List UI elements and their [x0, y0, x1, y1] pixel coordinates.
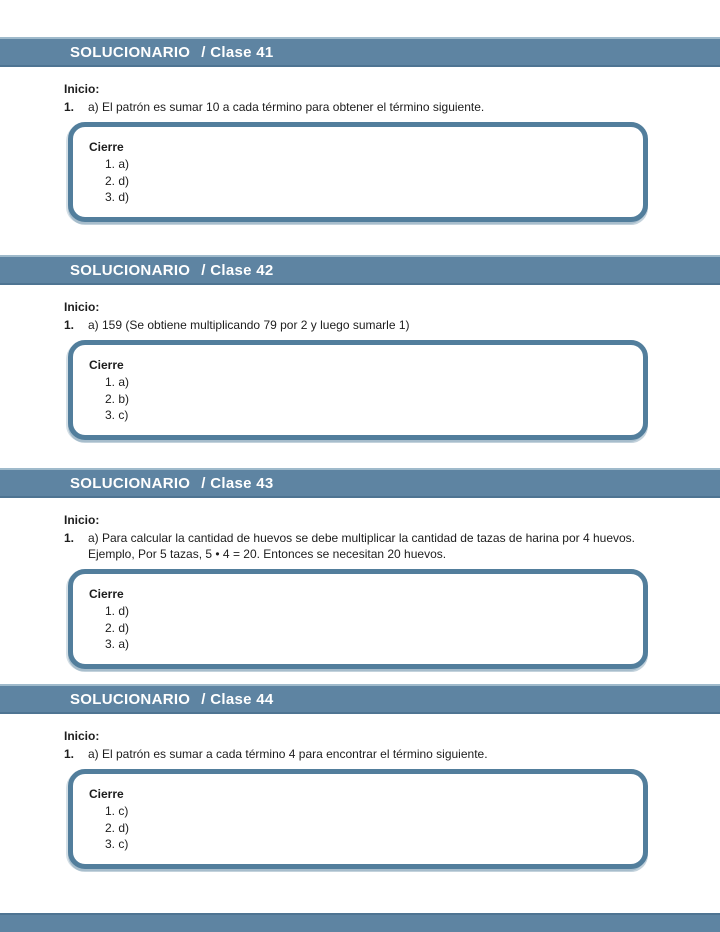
section-header-bar — [0, 468, 720, 498]
cierre-box — [68, 122, 648, 222]
item-text — [88, 746, 488, 762]
cierre-answer: 3. c) — [105, 837, 129, 851]
item-number: 1. — [64, 100, 75, 114]
item-text-line: a) El patrón es sumar 10 a cada término para obtener el término siguiente. — [88, 100, 485, 114]
solution-item — [64, 530, 720, 562]
cierre-answer: 2. d) — [105, 820, 130, 835]
cierre-answer: 3. c) — [105, 408, 129, 422]
item-text-line: a) Para calcular la cantidad de huevos se debe multiplicar la cantidad de tazas de harina por 4 huevos. — [88, 531, 636, 545]
section-clase-42 — [0, 255, 720, 440]
cierre-label: Cierre — [89, 140, 124, 154]
section-header-clase: / Clase 41 — [201, 43, 274, 61]
section-header-bar — [0, 255, 720, 285]
solution-item — [64, 746, 720, 762]
section-header-title: SOLUCIONARIO — [70, 690, 191, 708]
section-clase-44 — [0, 684, 720, 869]
section-content — [0, 714, 720, 869]
inicio-label: Inicio: — [64, 300, 100, 314]
item-text-line: a) 159 (Se obtiene multiplicando 79 por 2 y luego sumarle 1) — [88, 318, 410, 332]
section-content — [0, 498, 720, 669]
cierre-box — [68, 340, 648, 440]
item-number: 1. — [64, 747, 75, 761]
section-header-bar — [0, 37, 720, 67]
cierre-answer: 1. d) — [105, 604, 130, 618]
cierre-answer: 1. c) — [105, 804, 129, 818]
section-header-clase: / Clase 43 — [201, 474, 274, 492]
cierre-answer: 3. a) — [105, 637, 130, 651]
item-text-line: Ejemplo, Por 5 tazas, 5 • 4 = 20. Entonces se necesitan 20 huevos. — [88, 547, 447, 561]
section-clase-43 — [0, 468, 720, 669]
item-number: 1. — [64, 318, 75, 332]
item-text — [88, 99, 484, 115]
item-text — [88, 317, 410, 333]
cierre-answer: 1. a) — [105, 375, 130, 389]
section-header-clase: / Clase 44 — [201, 690, 274, 708]
cierre-box — [68, 769, 648, 869]
item-number: 1. — [64, 531, 75, 545]
cierre-answer: 2. b) — [105, 391, 130, 406]
footer-bar — [0, 913, 720, 932]
item-text-line: a) El patrón es sumar a cada término 4 para encontrar el término siguiente. — [88, 747, 488, 761]
cierre-answer: 1. a) — [105, 157, 130, 171]
section-content — [0, 285, 720, 440]
inicio-label: Inicio: — [64, 729, 100, 743]
cierre-box — [68, 569, 648, 669]
cierre-answer: 3. d) — [105, 190, 130, 204]
solution-item — [64, 317, 720, 333]
section-clase-41 — [0, 37, 720, 222]
item-text — [88, 530, 635, 562]
cierre-label: Cierre — [89, 787, 124, 801]
cierre-answer: 2. d) — [105, 620, 130, 635]
solution-item — [64, 99, 720, 115]
section-header-title: SOLUCIONARIO — [70, 261, 191, 279]
cierre-label: Cierre — [89, 358, 124, 372]
section-content — [0, 67, 720, 222]
section-header-bar — [0, 684, 720, 714]
cierre-answer: 2. d) — [105, 173, 130, 188]
inicio-label: Inicio: — [64, 513, 100, 527]
inicio-label: Inicio: — [64, 82, 100, 96]
section-header-title: SOLUCIONARIO — [70, 43, 191, 61]
section-header-title: SOLUCIONARIO — [70, 474, 191, 492]
cierre-label: Cierre — [89, 587, 124, 601]
section-header-clase: / Clase 42 — [201, 261, 274, 279]
